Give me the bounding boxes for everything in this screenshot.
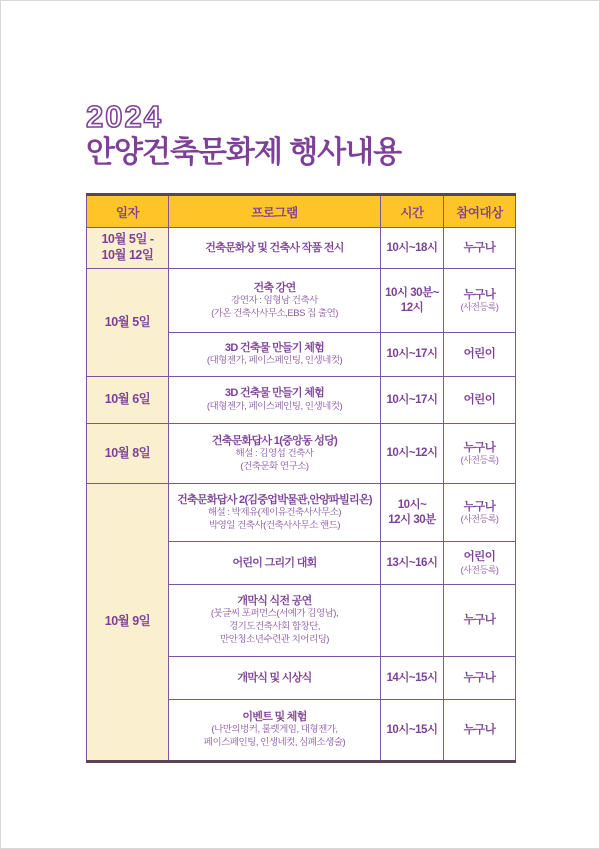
time-text: 10시~	[397, 498, 427, 511]
program-title: 건축 강연	[253, 281, 296, 294]
date-text: 10월 12일	[101, 248, 154, 263]
time-text: 10시~18시	[386, 241, 438, 254]
time-cell	[381, 269, 444, 333]
date-text: 10월 5일 -	[101, 232, 154, 247]
time-text: 12시	[400, 301, 424, 314]
target-note: (사전등록)	[460, 514, 499, 525]
program-title: 3D 건축물 만들기 체험	[224, 387, 325, 400]
target-text: 누구나	[463, 671, 496, 684]
time-text: 10시~17시	[386, 348, 438, 361]
program-cell	[169, 700, 381, 762]
date-text: 10월 6일	[104, 392, 151, 407]
target-text: 어린이	[463, 348, 496, 361]
col-header-time: 시간	[381, 195, 444, 228]
program-cell	[169, 424, 381, 484]
table-row	[87, 228, 516, 269]
col-header-program: 프로그램	[169, 195, 381, 228]
program-title: 건축문화상 및 건축사 작품 전시	[205, 241, 344, 254]
program-subtitle: (가온 건축사사무소,EBS 집 출연)	[211, 307, 338, 319]
program-subtitle: 만안청소년수련관 치어리딩)	[220, 634, 329, 646]
time-text: 10시~15시	[386, 723, 438, 736]
target-note: (사전등록)	[460, 455, 499, 466]
program-title: 개막식 및 시상식	[237, 671, 312, 684]
table-row	[87, 377, 516, 424]
target-cell	[444, 484, 516, 542]
time-text: 10시~12시	[386, 447, 438, 460]
time-cell	[381, 700, 444, 762]
program-subtitle: (나만의벙커, 룰렛게임, 대형젠가,	[211, 724, 338, 736]
date-cell-oct5	[87, 269, 169, 377]
target-text: 누구나	[463, 614, 496, 627]
date-cell-oct8	[87, 424, 169, 484]
target-text: 어린이	[463, 551, 496, 564]
program-cell	[169, 333, 381, 377]
target-cell	[444, 542, 516, 585]
target-text: 누구나	[463, 241, 496, 254]
time-cell	[381, 657, 444, 700]
time-text: 14시~15시	[386, 671, 438, 684]
target-text: 누구나	[463, 500, 496, 513]
program-cell	[169, 542, 381, 585]
time-cell	[381, 484, 444, 542]
program-cell	[169, 585, 381, 657]
program-title: 건축문화답사 2(김중업박물관,안양파빌리온)	[177, 493, 372, 506]
program-subtitle: 페이스페인팅, 인생네컷, 심폐소생술)	[203, 737, 346, 749]
date-cell-oct6	[87, 377, 169, 424]
title-year: 2024	[86, 99, 163, 134]
target-text: 누구나	[463, 441, 496, 454]
time-text: 10시~17시	[386, 393, 438, 406]
program-subtitle: (건축문화 연구소)	[240, 460, 309, 472]
time-cell	[381, 377, 444, 424]
title-main: 안양건축문화제 행사내용	[86, 135, 402, 169]
time-cell	[381, 228, 444, 269]
program-subtitle: (대형젠가, 페이스페인팅, 인생네컷)	[206, 400, 343, 412]
col-header-date: 일자	[87, 195, 169, 228]
program-title: 3D 건축물 만들기 체험	[224, 341, 325, 354]
target-text: 누구나	[463, 288, 496, 301]
program-cell	[169, 269, 381, 333]
program-subtitle: 경기도건축사회 합창단,	[228, 621, 321, 633]
table-row	[87, 424, 516, 484]
program-subtitle: (붓글씨 포퍼먼스(서예가 김영남),	[210, 608, 339, 620]
target-cell	[444, 657, 516, 700]
program-title: 이벤트 및 체험	[242, 711, 307, 724]
target-cell	[444, 377, 516, 424]
time-text: 13시~16시	[386, 556, 438, 569]
program-subtitle: 박영일 건축사(건축사사무소 핸드)	[208, 519, 341, 531]
program-cell	[169, 228, 381, 269]
program-subtitle: 강연자 : 임형남 건축사	[231, 294, 318, 306]
page-title	[86, 101, 516, 170]
target-cell	[444, 269, 516, 333]
date-cell-oct9	[87, 484, 169, 762]
date-text: 10월 5일	[104, 314, 151, 329]
page-content	[86, 101, 516, 763]
time-cell-empty	[381, 585, 444, 657]
target-text: 어린이	[463, 393, 496, 406]
program-title: 어린이 그리기 대회	[232, 556, 317, 569]
header-row	[87, 195, 516, 228]
time-cell	[381, 333, 444, 377]
target-text: 누구나	[463, 723, 496, 736]
date-text: 10월 9일	[104, 614, 151, 629]
program-cell	[169, 377, 381, 424]
target-note: (사전등록)	[460, 302, 499, 313]
target-cell	[444, 333, 516, 377]
table-row	[87, 269, 516, 333]
program-subtitle: 해설 : 김영섭 건축사	[235, 447, 314, 459]
target-note: (사전등록)	[460, 564, 499, 575]
program-title: 개막식 식전 공연	[237, 595, 312, 608]
date-cell-oct5-12	[87, 228, 169, 269]
program-cell	[169, 657, 381, 700]
program-cell	[169, 484, 381, 542]
target-cell	[444, 700, 516, 762]
target-cell	[444, 424, 516, 484]
target-cell	[444, 585, 516, 657]
col-header-target: 참여대상	[444, 195, 516, 228]
program-title: 건축문화답사 1(중앙동 성당)	[211, 434, 338, 447]
target-cell	[444, 228, 516, 269]
time-text: 10시 30분~	[385, 286, 439, 299]
table-row	[87, 484, 516, 542]
time-cell	[381, 542, 444, 585]
date-text: 10월 8일	[104, 445, 151, 460]
program-subtitle: (대형젠가, 페이스페인팅, 인생네컷)	[206, 355, 343, 367]
time-cell	[381, 424, 444, 484]
schedule-table	[86, 193, 516, 763]
program-subtitle: 해설 : 박제유(제이유건축사사무소)	[207, 506, 342, 518]
time-text: 12시 30분	[388, 513, 436, 526]
